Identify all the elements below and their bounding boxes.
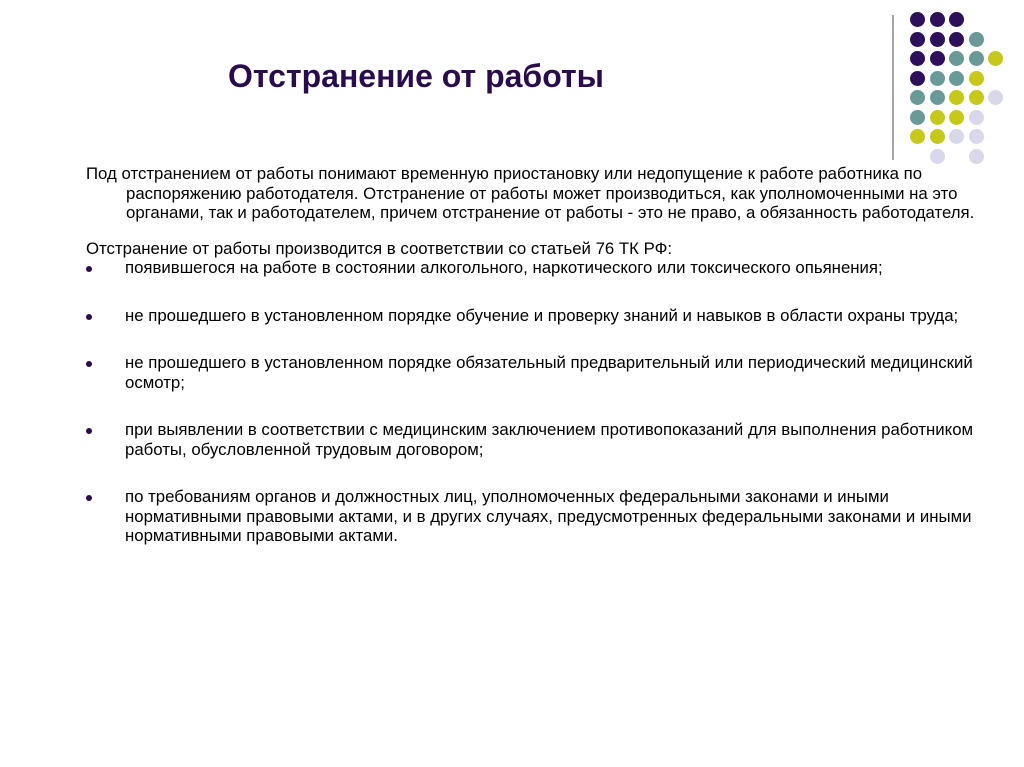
decorative-dot [930, 149, 945, 164]
decorative-dot [910, 12, 925, 27]
list-item [86, 306, 986, 326]
divider-line [892, 15, 894, 160]
decorative-dot [949, 90, 964, 105]
decorative-dot [910, 110, 925, 125]
list-item-text: при выявлении в соответствии с медицинским заключением противопоказаний для выполнения работником работы, обусловленной трудовым договором; [125, 420, 974, 459]
decorative-dot [910, 71, 925, 86]
decorative-dot [969, 149, 984, 164]
decorative-dot [988, 51, 1003, 66]
decorative-dot [949, 32, 964, 47]
intro-paragraph: Под отстранением от работы понимают временную приостановку или недопущение к работе работника по распоряжению работодателя. Отстранение от работы может производиться, как уполномоченными на это органами, так и работодателем, причем отстранение от работы - это не право, а обязанность работодателя. [86, 164, 975, 222]
bullet-icon [86, 361, 92, 367]
decorative-dot [930, 71, 945, 86]
decorative-dot [988, 90, 1003, 105]
list-item [86, 420, 986, 459]
list-item-text: по требованиям органов и должностных лиц, уполномоченных федеральными законами и иными нормативными правовыми актами, и в других случаях, предусмотренных федеральными законами и иными нормативными правовыми актами. [125, 487, 972, 545]
decorative-dot [969, 51, 984, 66]
decorative-dot [949, 129, 964, 144]
decorative-dot [930, 12, 945, 27]
bullet-icon [86, 314, 92, 320]
bullet-icon [86, 495, 92, 501]
decorative-dot [969, 90, 984, 105]
list-item [86, 487, 986, 546]
slide-body [86, 164, 986, 574]
decorative-dot [949, 12, 964, 27]
grounds-list [86, 258, 986, 546]
list-item [86, 258, 986, 278]
decorative-dot [930, 32, 945, 47]
slide-title: Отстранение от работы [228, 58, 604, 94]
decorative-dot [969, 129, 984, 144]
list-item-text: появившегося на работе в состоянии алкогольного, наркотического или токсического опьянения; [125, 258, 883, 277]
decorative-dot [969, 110, 984, 125]
decorative-dot [949, 71, 964, 86]
decorative-dot [910, 51, 925, 66]
decorative-dot [910, 90, 925, 105]
decorative-dot [949, 110, 964, 125]
decorative-dot [930, 90, 945, 105]
decorative-dot [910, 129, 925, 144]
decorative-dot [969, 71, 984, 86]
decorative-dot [930, 110, 945, 125]
bullet-icon [86, 266, 92, 272]
dot-grid-decoration [910, 12, 1010, 164]
decorative-dot [969, 32, 984, 47]
bullet-icon [86, 428, 92, 434]
decorative-dot [930, 129, 945, 144]
decorative-dot [949, 51, 964, 66]
decorative-dot [910, 32, 925, 47]
list-item-text: не прошедшего в установленном порядке обязательный предварительный или периодический медицинский осмотр; [125, 353, 973, 392]
list-item-text: не прошедшего в установленном порядке обучение и проверку знаний и навыков в области охраны труда; [125, 305, 959, 325]
list-item [86, 353, 986, 392]
lead-paragraph: Отстранение от работы производится в соответствии со статьей 76 ТК РФ: [86, 238, 673, 258]
decorative-dot [930, 51, 945, 66]
